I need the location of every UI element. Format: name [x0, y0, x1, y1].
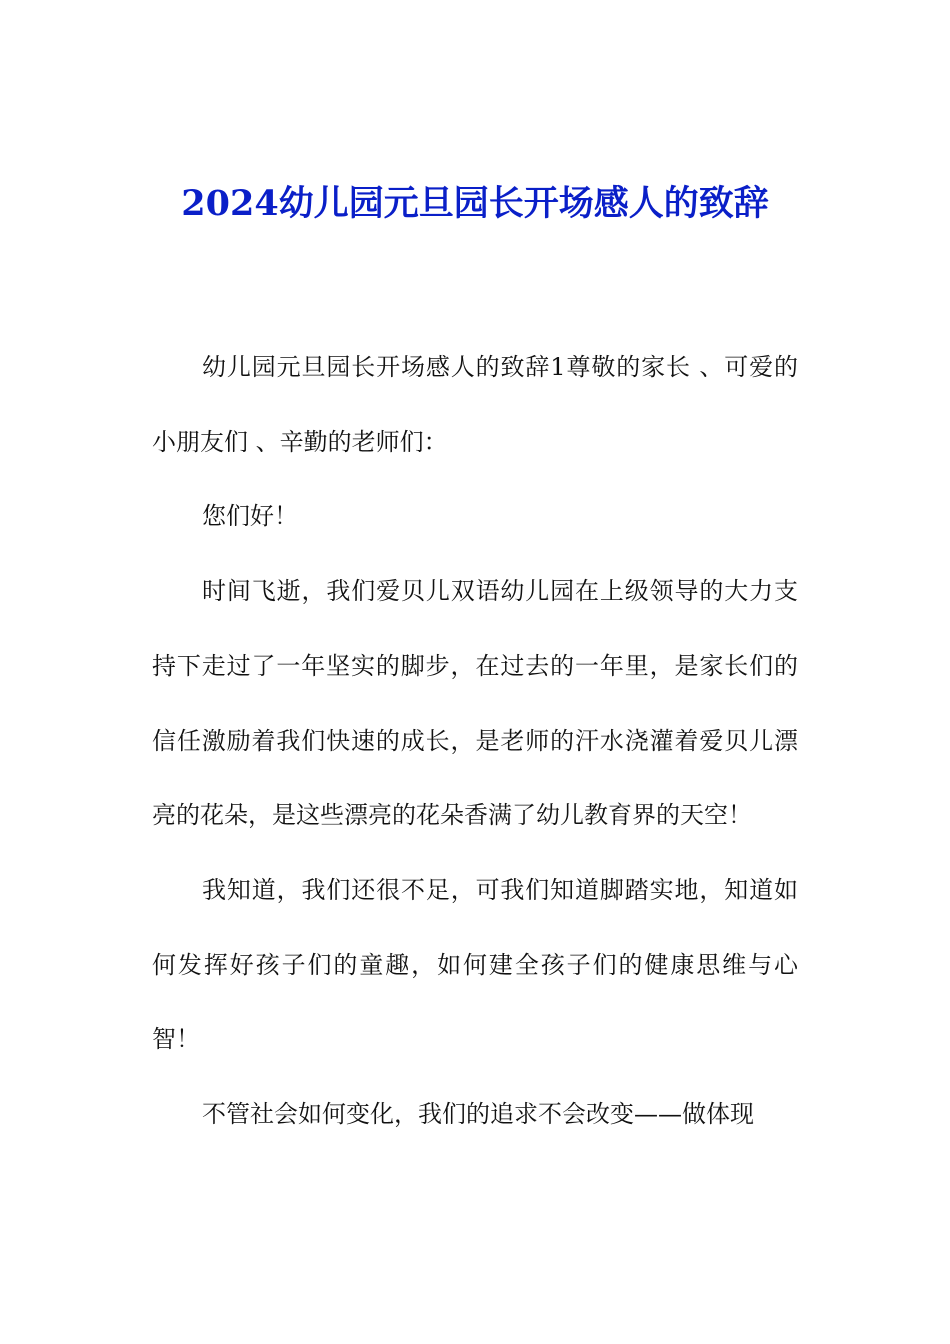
paragraph-hello: 您们好！	[202, 502, 298, 531]
paragraph-time-flies: 时间飞逝，我们爱贝儿双语幼儿园在上级领导的大力支持下走过了一年坚实的脚步，在过去的一年里，是家长们的信任激励着我们快速的成长，是老师的汗水浇灌着爱贝儿漂亮的花朵，是这些漂亮的花朵香满了幼儿教育界的天空！	[152, 577, 798, 830]
paragraph-pursuit: 不管社会如何变化，我们的追求不会改变——做体现	[202, 1100, 754, 1129]
paragraph-we-know: 我知道，我们还很不足，可我们知道脚踏实地，知道如何发挥好孩子们的童趣，如何建全孩子们的健康思维与心智！	[152, 875, 798, 1054]
document-body	[152, 330, 798, 1152]
document-title: 2024幼儿园元旦园长开场感人的致辞	[181, 183, 769, 224]
paragraph-greeting: 幼儿园元旦园长开场感人的致辞1尊敬的家长 、可爱的小朋友们 、辛勤的老师们：	[152, 353, 798, 456]
